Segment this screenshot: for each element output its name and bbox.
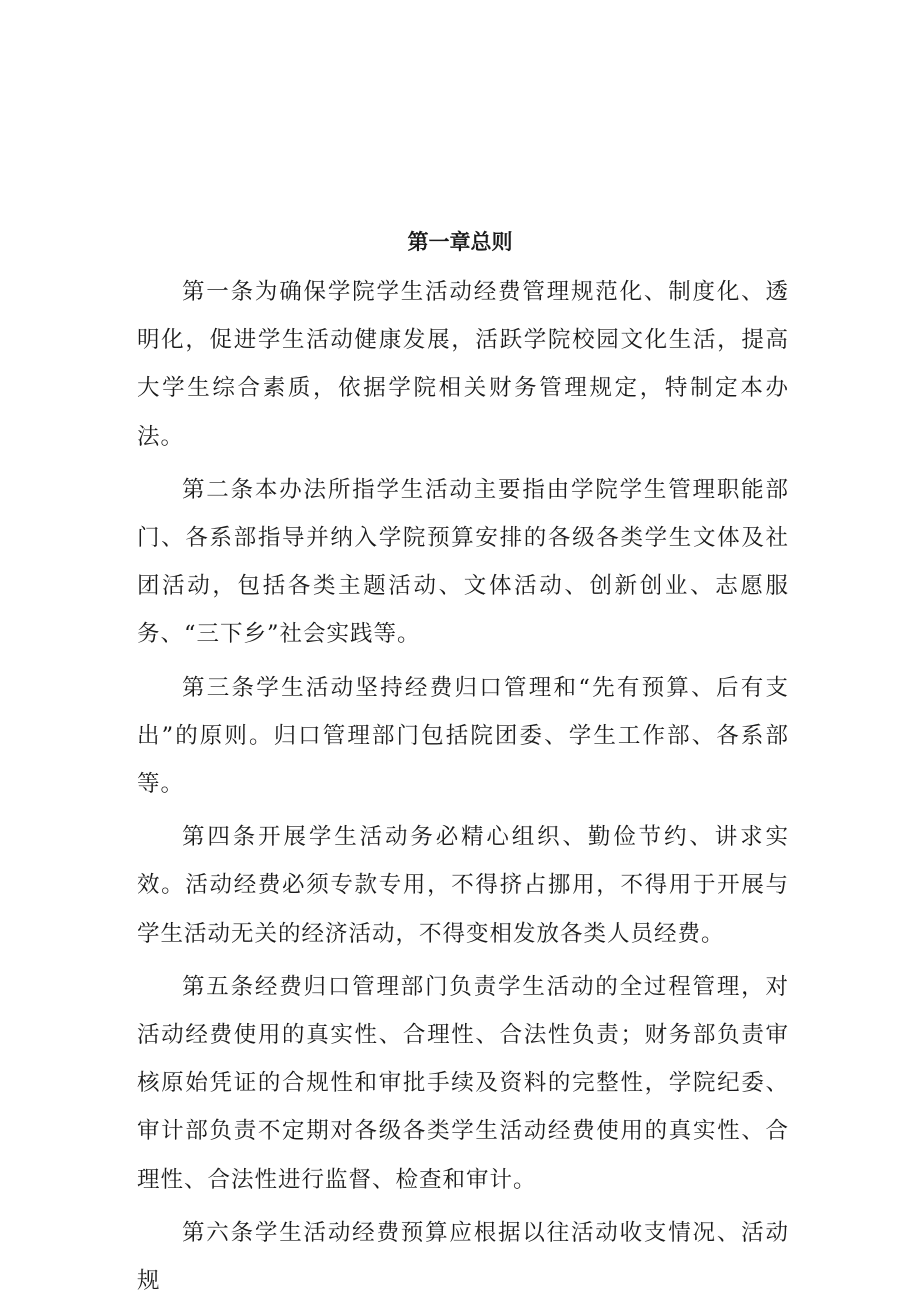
chapter-title: 第一章总则: [407, 230, 513, 254]
article-6: 第六条学生活动经费预算应根据以往活动收支情况、活动规: [137, 1219, 789, 1295]
article-3: 第三条学生活动坚持经费归口管理和“先有预算、后有支出”的原则。归口管理部门包括院团委、学生工作部、各系部等。: [137, 674, 789, 798]
article-5: 第五条经费归口管理部门负责学生活动的全过程管理，对活动经费使用的真实性、合理性、合法性负责；财务部负责审核原始凭证的合规性和审批手续及资料的完整性，学院纪委、审计部负责不定期对各级各类学生活动经费使用的真实性、合理性、合法性进行监督、检查和审计。: [137, 973, 789, 1193]
article-4: 第四条开展学生活动务必精心组织、勤俭节约、讲求实效。活动经费必须专款专用，不得挤占挪用，不得用于开展与学生活动无关的经济活动，不得变相发放各类人员经费。: [137, 824, 789, 947]
chapter-body: [137, 268, 789, 1305]
article-2: 第二条本办法所指学生活动主要指由学院学生管理职能部门、各系部指导并纳入学院预算安排的各级各类学生文体及社团活动，包括各类主题活动、文体活动、创新创业、志愿服务、“三下乡”社会实践等。: [137, 476, 789, 648]
article-1: 第一条为确保学院学生活动经费管理规范化、制度化、透明化，促进学生活动健康发展，活跃学院校园文化生活，提高大学生综合素质，依据学院相关财务管理规定，特制定本办法。: [137, 279, 789, 450]
